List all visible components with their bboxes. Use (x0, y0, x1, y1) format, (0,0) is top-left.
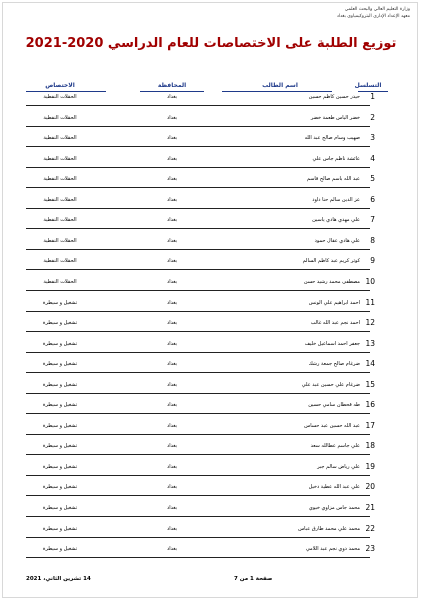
table-row (0, 131, 422, 152)
row-divider (26, 557, 370, 558)
row-student-name: جعفر احمد اسماعيل خليف (304, 340, 360, 347)
row-province: بغداد (166, 546, 178, 553)
row-student-name: علي هادي عقال حمود (314, 237, 360, 244)
row-seq: 23 (365, 544, 375, 554)
row-province: بغداد (166, 381, 178, 388)
table-row (0, 90, 422, 111)
row-seq: 5 (370, 174, 375, 184)
row-specialty: الحقلات النفطية (43, 237, 77, 244)
row-specialty: الحقلات النفطية (43, 135, 77, 142)
row-divider (26, 372, 370, 373)
row-seq: 19 (365, 461, 375, 471)
row-specialty: الحقلات النفطية (43, 176, 77, 183)
row-seq: 12 (365, 318, 375, 328)
row-seq: 20 (365, 482, 375, 492)
row-province: بغداد (166, 196, 178, 203)
row-seq: 14 (365, 359, 375, 369)
row-divider (26, 269, 370, 270)
row-province: بغداد (166, 340, 178, 347)
row-student-name: طه قحطان سامي حسين (308, 402, 360, 409)
row-student-name: صهيب وسام صالح عبد الله (304, 135, 360, 142)
row-divider (26, 126, 370, 127)
row-student-name: حيدر حسين كاظم حسين (308, 94, 360, 100)
table-row (0, 439, 422, 460)
table-row (0, 172, 422, 193)
table-row (0, 357, 422, 378)
row-student-name: ضرغام علي حسين عبد علي (301, 381, 360, 388)
column-header-name: اسم الطالب (262, 82, 298, 89)
table-row (0, 193, 422, 214)
row-seq: 17 (365, 420, 375, 430)
row-divider (26, 311, 370, 312)
row-specialty: الحقلات النفطية (43, 155, 77, 162)
row-province: بغداد (166, 463, 178, 470)
row-province: بغداد (166, 278, 178, 285)
row-student-name: عبد الله حسين عبد حساس (304, 422, 360, 429)
row-divider (26, 352, 370, 353)
row-divider (26, 475, 370, 476)
row-student-name: مصطفى محمد رشيد حسن (303, 278, 360, 285)
column-header-province: المحافظة (157, 82, 187, 89)
row-specialty: تشغيل و سيطرة (42, 361, 78, 368)
row-student-name: احمد ابراهيم علي الونس (308, 299, 360, 306)
row-divider (26, 516, 370, 517)
row-divider (26, 495, 370, 496)
row-province: بغداد (166, 176, 178, 183)
row-specialty: تشغيل و سيطرة (42, 422, 78, 429)
row-province: بغداد (166, 484, 178, 491)
row-student-name: ضرغام صالح جمعة رشك (308, 361, 360, 368)
table-row (0, 522, 422, 543)
row-student-name: علي رياض سالم جبر (317, 463, 360, 470)
table-row (0, 152, 422, 173)
row-divider (26, 228, 370, 229)
row-divider (26, 331, 370, 332)
row-seq: 21 (365, 503, 375, 512)
row-divider (26, 187, 370, 188)
row-divider (26, 105, 370, 106)
row-specialty: تشغيل و سيطرة (42, 402, 78, 409)
page-title: توزيع الطلبة على الاختصاصات للعام الدراسي 2020-2021 (25, 36, 397, 51)
row-province: بغداد (166, 525, 178, 532)
row-province: بغداد (166, 505, 178, 511)
row-seq: 4 (370, 153, 375, 163)
table-row (0, 501, 422, 522)
row-province: بغداد (166, 361, 178, 368)
table-row (0, 316, 422, 337)
row-divider (26, 146, 370, 147)
row-student-name: علي مهدي هادي ياسين (312, 217, 360, 224)
row-specialty: الحقلات النفطية (43, 114, 77, 121)
row-province: بغداد (166, 443, 178, 450)
row-specialty: الحقلات النفطية (43, 94, 77, 100)
table-row (0, 460, 422, 481)
row-seq: 18 (365, 441, 375, 451)
row-divider (26, 290, 370, 291)
table-row (0, 542, 422, 563)
table-row (0, 337, 422, 358)
row-divider (26, 537, 370, 538)
column-header-seq: التسلسل (354, 82, 382, 89)
row-specialty: تشغيل و سيطرة (42, 299, 78, 306)
row-province: بغداد (166, 114, 178, 121)
row-province: بغداد (166, 258, 178, 265)
row-seq: 6 (370, 194, 375, 204)
row-student-name: عبد الله باسم صالح قاسم (306, 176, 360, 183)
row-seq: 1 (370, 92, 375, 101)
row-specialty: تشغيل و سيطرة (42, 320, 78, 327)
row-divider (26, 413, 370, 414)
org-line-institute: معهد الإعداد الإداري البتروكيمياوي بغداد (336, 14, 410, 19)
row-student-name: عز الدين سالم حنا داود (312, 196, 360, 203)
table-row (0, 234, 422, 255)
row-seq: 22 (365, 523, 375, 533)
org-line-ministry: وزارة التعليم العالي والبحث العلمي (344, 7, 410, 12)
table-row (0, 378, 422, 399)
row-seq: 8 (370, 235, 375, 245)
row-specialty: تشغيل و سيطرة (42, 443, 78, 450)
row-province: بغداد (166, 94, 178, 100)
row-seq: 11 (365, 297, 375, 307)
table-row (0, 275, 422, 296)
row-specialty: الحقلات النفطية (43, 196, 77, 203)
table-row (0, 213, 422, 234)
row-specialty: تشغيل و سيطرة (42, 340, 78, 347)
row-student-name: محمد علي محمد طارق عباس (298, 525, 360, 532)
row-specialty: الحقلات النفطية (43, 278, 77, 285)
table-row (0, 111, 422, 132)
column-header-specialty: الاختصاص (45, 82, 75, 89)
row-seq: 2 (370, 112, 375, 122)
row-province: بغداد (166, 155, 178, 162)
row-seq: 9 (370, 256, 375, 266)
row-specialty: تشغيل و سيطرة (42, 484, 78, 491)
row-divider (26, 249, 370, 250)
table-row (0, 419, 422, 440)
row-specialty: تشغيل و سيطرة (42, 463, 78, 470)
row-specialty: تشغيل و سيطرة (42, 505, 78, 511)
row-seq: 3 (370, 133, 375, 143)
row-student-name: محمد جاس مزاوي خيوي (308, 505, 360, 511)
row-province: بغداد (166, 237, 178, 244)
table-row (0, 254, 422, 275)
row-specialty: تشغيل و سيطرة (42, 381, 78, 388)
row-student-name: محمد ذوي نجم عبد اللامي (305, 546, 360, 553)
row-province: بغداد (166, 402, 178, 409)
row-seq: 16 (365, 400, 375, 410)
row-specialty: الحقلات النفطية (43, 258, 77, 265)
row-province: بغداد (166, 320, 178, 327)
row-divider (26, 434, 370, 435)
footer-page-number: صفحة 1 من 7 (234, 576, 273, 582)
table-row (0, 296, 422, 317)
row-student-name: كوثر كريم عبد كاظم السالم (302, 258, 360, 265)
row-divider (26, 208, 370, 209)
row-student-name: علي جاسم عطالله سعد (310, 443, 360, 450)
row-seq: 13 (365, 338, 375, 348)
row-student-name: علي عبد الله عطية دخيل (308, 484, 360, 491)
row-divider (26, 167, 370, 168)
row-specialty: الحقلات النفطية (43, 217, 77, 224)
row-specialty: تشغيل و سيطرة (42, 525, 78, 532)
row-province: بغداد (166, 217, 178, 224)
table-row (0, 398, 422, 419)
row-student-name: خضر الياس طعمة خضر (310, 114, 360, 121)
row-province: بغداد (166, 299, 178, 306)
row-student-name: عائشة ناظم جاس علي (312, 155, 360, 162)
table-row (0, 480, 422, 501)
row-province: بغداد (166, 135, 178, 142)
row-specialty: تشغيل و سيطرة (42, 546, 78, 553)
row-province: بغداد (166, 422, 178, 429)
row-student-name: احمد نجم عبد الله غالب (310, 320, 360, 327)
row-seq: 7 (370, 215, 375, 225)
row-divider (26, 454, 370, 455)
row-divider (26, 393, 370, 394)
footer-date: 14 تشرين الثاني، 2021 (26, 576, 91, 582)
row-seq: 15 (365, 379, 375, 389)
row-seq: 10 (365, 276, 375, 286)
